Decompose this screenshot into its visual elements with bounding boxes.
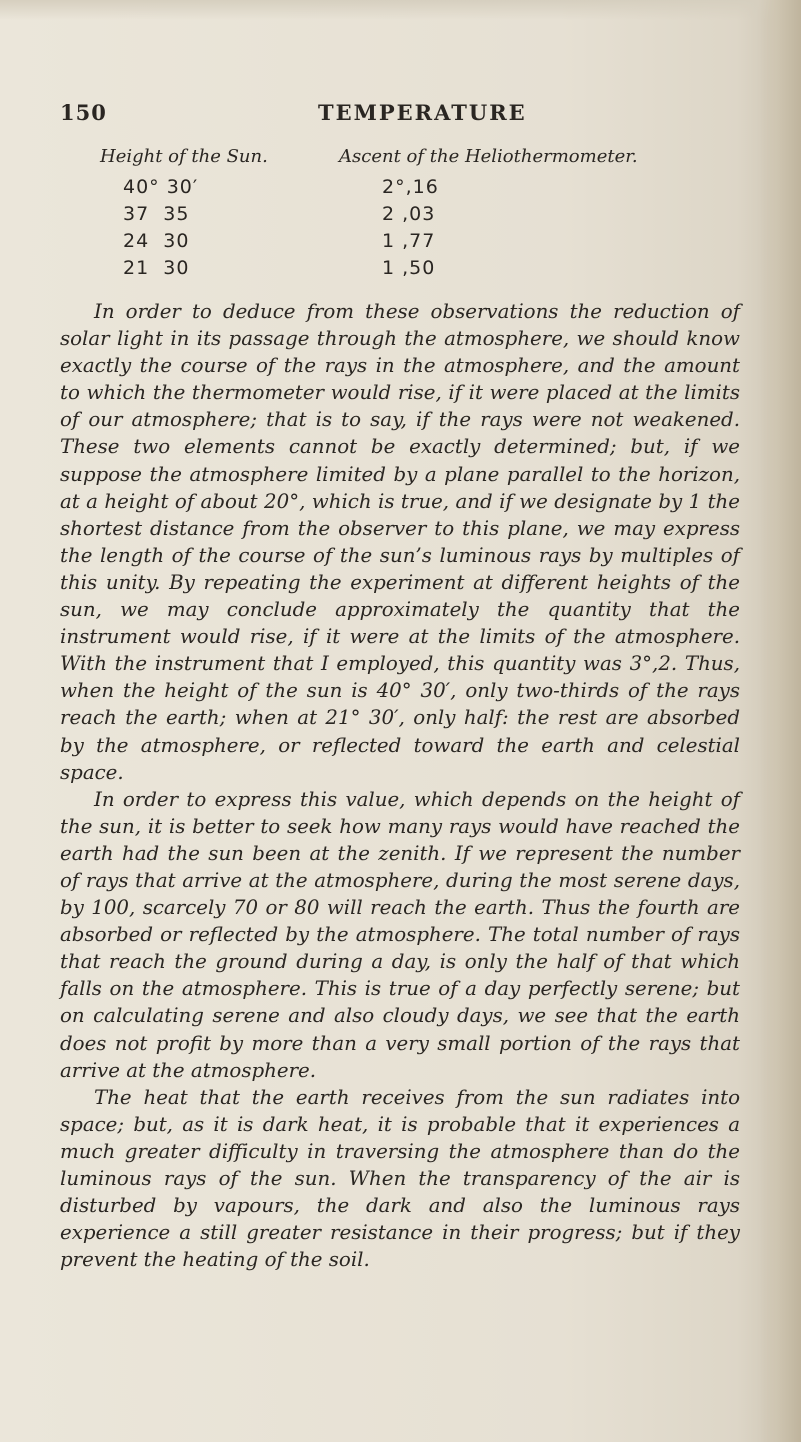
running-title: TEMPERATURE xyxy=(318,100,527,125)
table-row xyxy=(100,203,720,230)
table-row xyxy=(100,230,720,257)
cell-sun-height: 37 35 xyxy=(123,203,190,225)
column-header-ascent: Ascent of the Heliothermometer. xyxy=(339,146,638,167)
table-row xyxy=(100,257,720,284)
paragraph: In order to deduce from these observations the reduction of solar light in its passage through the atmosphere, we should know exactly the course of the rays in the atmosphere, and the amount to which the thermometer would rise, if it were placed at the limits of our atmosphere; that is to say, if the rays were not weakened. These two elements cannot be exactly determined; but, if we suppose the atmosphere limited by a plane parallel to the horizon, at a height of about 20°, which is true, and if we designate by 1 the shortest distance from the observer to this plane, we may express the length of the course of the sun’s luminous rays by multiples of this unity. By repeating the experiment at different heights of the sun, we may conclude approximately the quantity that the instrument would rise, if it were at the limits of the atmosphere. With the instrument that I employed, this quantity was 3°,2. Thus, when the height of the sun is 40° 30′, only two-thirds of the rays reach the earth; when at 21° 30′, only half: the rest are absorbed by the atmosphere, or reflected toward the earth and celestial space. xyxy=(60,300,740,784)
cell-sun-height: 21 30 xyxy=(123,257,190,279)
paragraph: The heat that the earth receives from the sun radiates into space; but, as it is dark heat, it is probable that it experiences a much greater difficulty in traversing the atmosphere than do the luminous rays of the sun. When the transparency of the air is disturbed by vapours, the dark and also the luminous rays experience a still greater resistance in their progress; but if they prevent the heating of the soil. xyxy=(60,1085,740,1272)
column-header-height: Height of the Sun. xyxy=(100,146,268,167)
table-row xyxy=(100,176,720,203)
cell-sun-height: 40° 30′ xyxy=(123,176,199,198)
cell-ascent: 2°,16 xyxy=(382,176,439,198)
cell-ascent: 2 ,03 xyxy=(382,203,436,225)
body-text xyxy=(60,298,740,1273)
paragraph: In order to express this value, which depends on the height of the sun, it is better to seek how many rays would have reached the earth had the sun been at the zenith. If we represent the number of rays that arrive at the atmosphere, during the most serene days, by 100, scarcely 70 or 80 will reach the earth. Thus the fourth are absorbed or reflected by the atmosphere. The total number of rays that reach the ground during a day, is only the half of that which falls on the atmosphere. This is true of a day perfectly serene; but on calculating serene and also cloudy days, we see that the earth does not profit by more than a very small portion of the rays that arrive at the atmosphere. xyxy=(60,787,740,1082)
table-header xyxy=(100,146,720,176)
top-shadow xyxy=(0,0,801,20)
page-number: 150 xyxy=(60,100,107,125)
cell-ascent: 1 ,77 xyxy=(382,230,436,252)
observation-table xyxy=(100,146,720,284)
running-head xyxy=(60,100,700,132)
cell-ascent: 1 ,50 xyxy=(382,257,436,279)
cell-sun-height: 24 30 xyxy=(123,230,190,252)
page-edge xyxy=(759,0,801,1442)
